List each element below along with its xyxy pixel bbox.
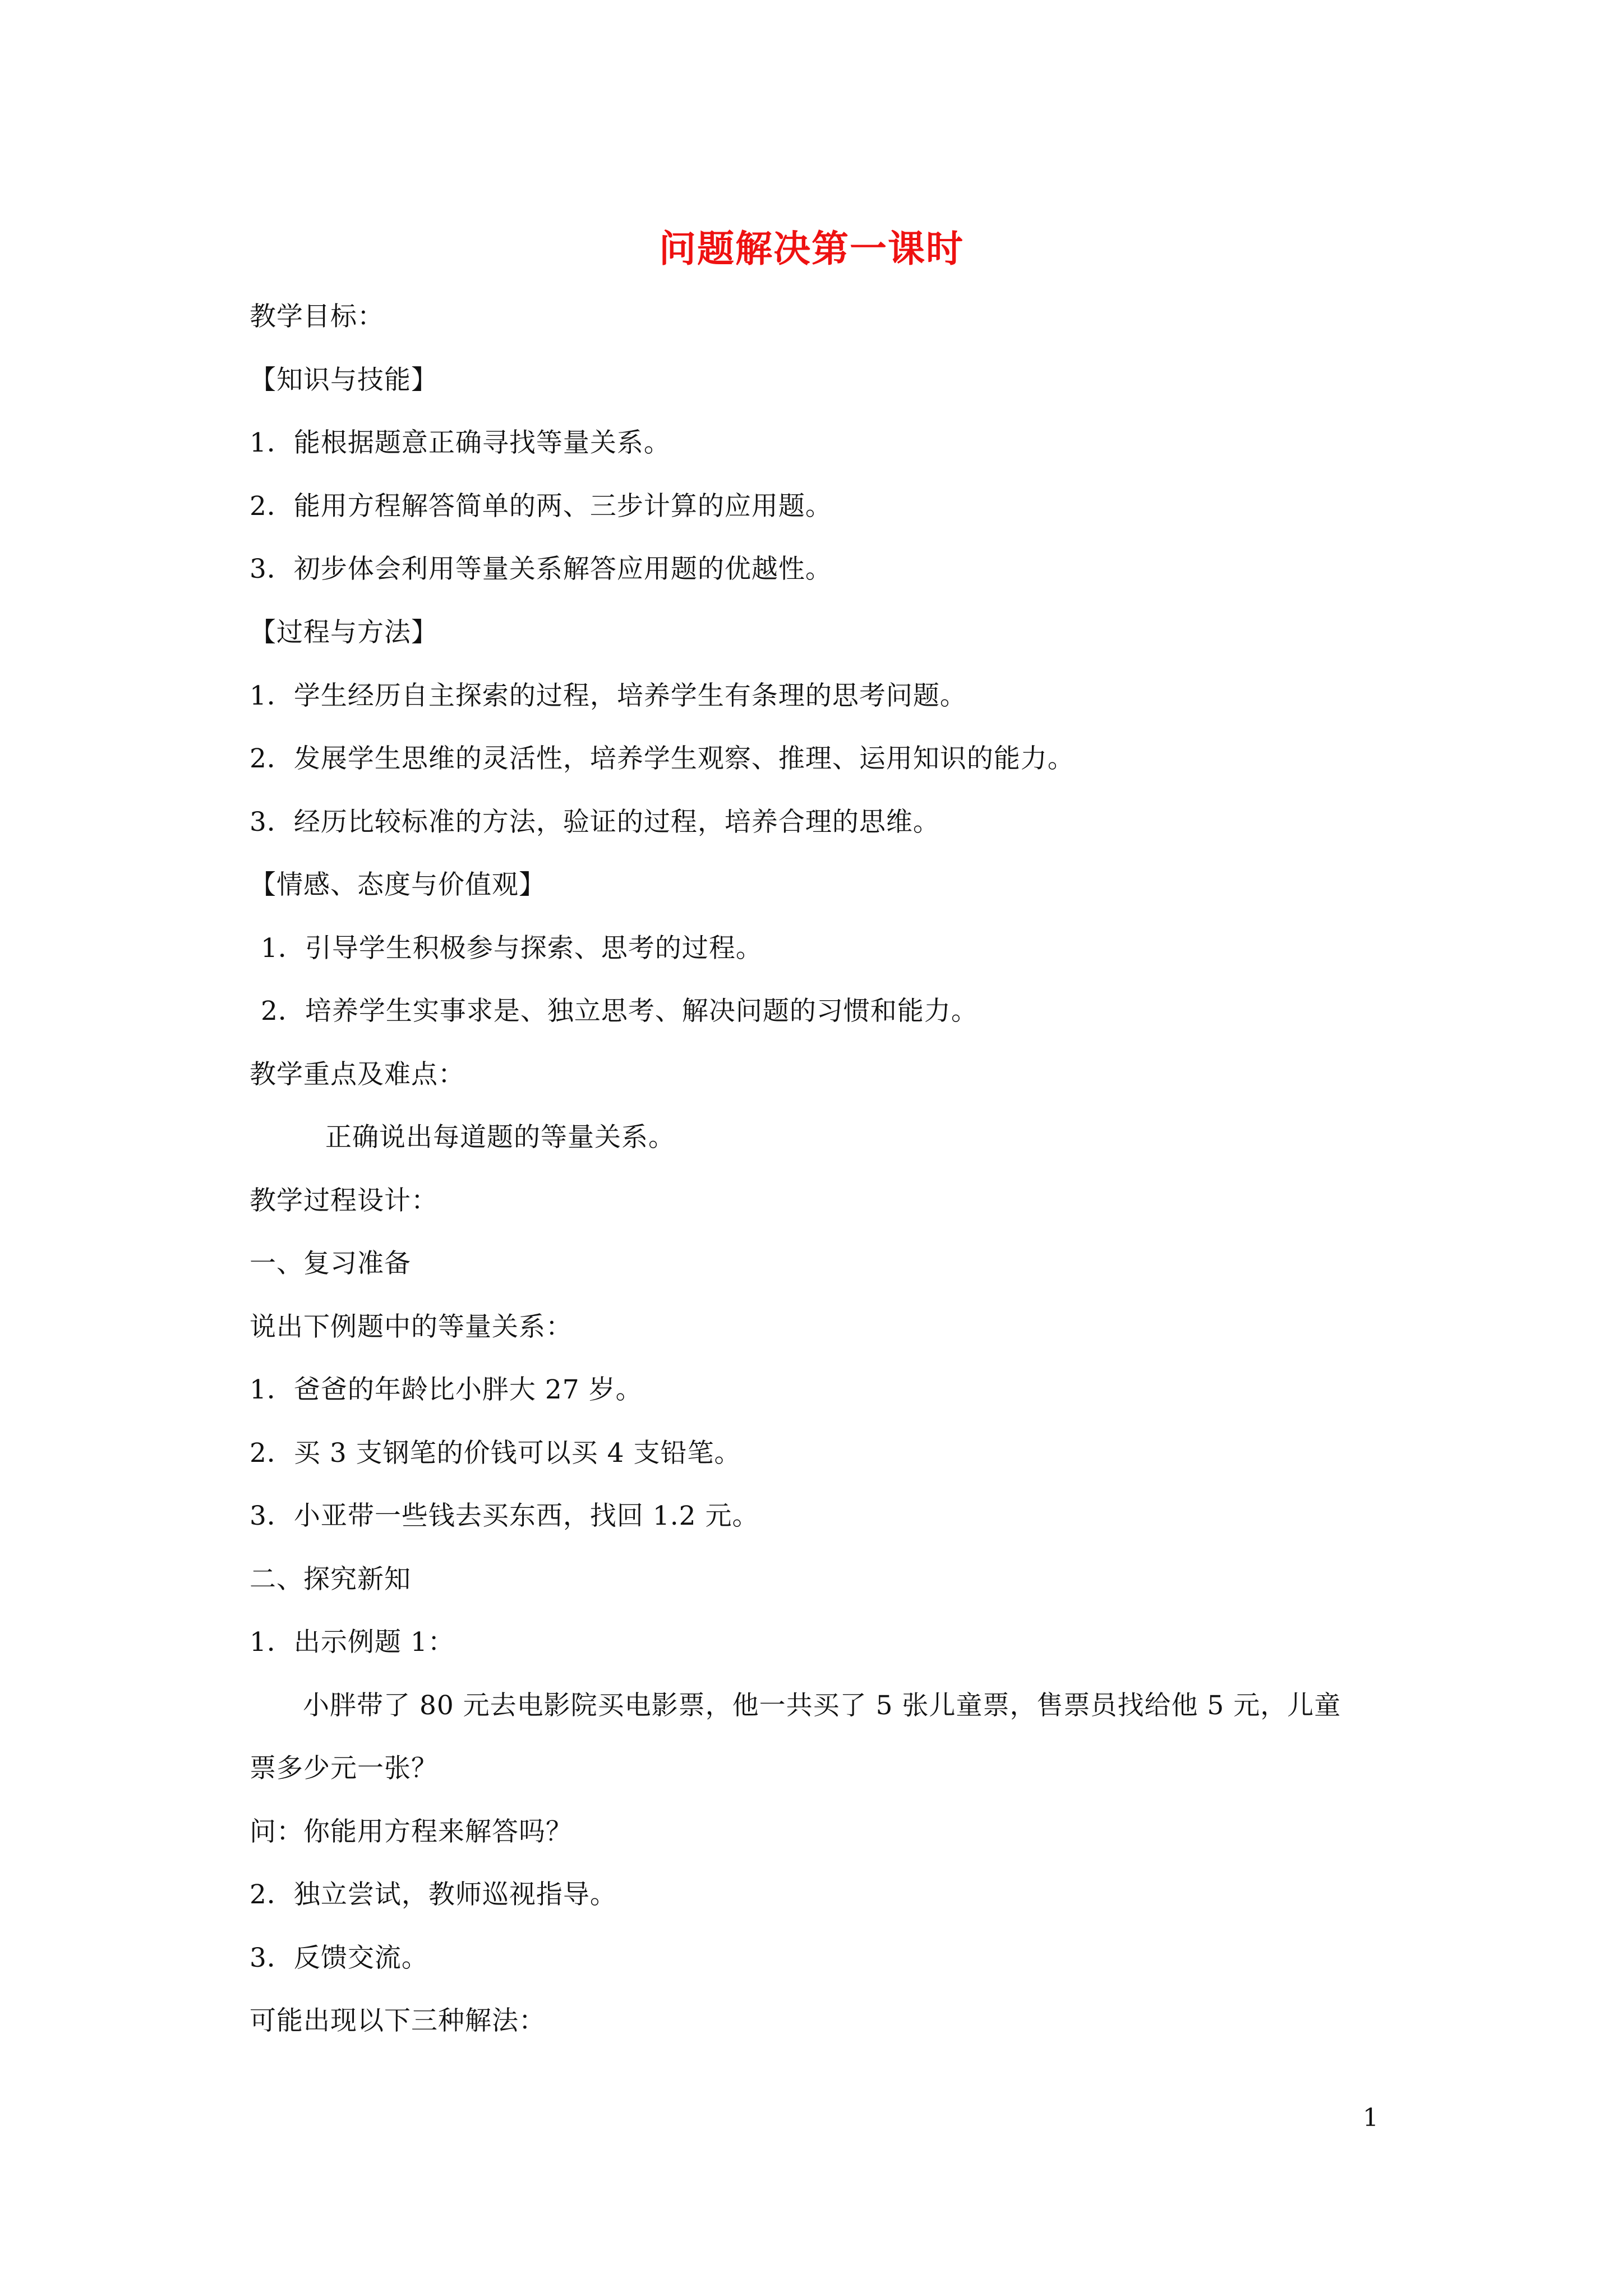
section-heading-process-design: 教学过程设计： [250, 1185, 438, 1216]
list-item: 1．出示例题 1： [250, 1627, 455, 1658]
list-item: 3．小亚带一些钱去买东西，找回 1.2 元。 [250, 1501, 759, 1531]
question-text: 问：你能用方程来解答吗？ [250, 1816, 573, 1847]
list-item: 3．反馈交流。 [250, 1943, 428, 1973]
list-item: 2．发展学生思维的灵活性，培养学生观察、推理、运用知识的能力。 [250, 743, 1075, 774]
list-item: 3．经历比较标准的方法，验证的过程，培养合理的思维。 [250, 807, 940, 838]
list-item: 1．爸爸的年龄比小胖大 27 岁。 [250, 1374, 643, 1405]
list-item: 2．独立尝试，教师巡视指导。 [250, 1879, 617, 1910]
instruction-text: 说出下例题中的等量关系： [250, 1312, 573, 1342]
list-item: 2．培养学生实事求是、独立思考、解决问题的习惯和能力。 [261, 996, 978, 1027]
section-heading-explore: 二、探究新知 [250, 1564, 411, 1595]
list-item: 3．初步体会利用等量关系解答应用题的优越性。 [250, 554, 832, 585]
subheading-knowledge-skills: 【知识与技能】 [250, 365, 438, 395]
page-number: 1 [1363, 2104, 1378, 2132]
key-point-text: 正确说出每道题的等量关系。 [325, 1122, 675, 1153]
subheading-emotions-values: 【情感、态度与价值观】 [250, 869, 546, 900]
list-item: 1．学生经历自主探索的过程，培养学生有条理的思考问题。 [250, 680, 967, 711]
section-heading-objectives: 教学目标： [250, 301, 384, 332]
section-heading-review: 一、复习准备 [250, 1248, 411, 1279]
list-item: 1．能根据题意正确寻找等量关系。 [250, 427, 671, 458]
section-heading-key-points: 教学重点及难点： [250, 1059, 465, 1090]
list-item: 2．能用方程解答简单的两、三步计算的应用题。 [250, 491, 832, 522]
body-text: 可能出现以下三种解法： [250, 2005, 546, 2036]
list-item: 2．买 3 支钢笔的价钱可以买 4 支铅笔。 [250, 1438, 741, 1469]
list-item: 1．引导学生积极参与探索、思考的过程。 [261, 933, 763, 964]
example-problem-line-2: 票多少元一张？ [250, 1753, 438, 1784]
subheading-process-methods: 【过程与方法】 [250, 617, 438, 648]
example-problem-line-1: 小胖带了 80 元去电影院买电影票，他一共买了 5 张儿童票，售票员找给他 5 元，儿童 [303, 1690, 1341, 1721]
document-title: 问题解决第一课时 [659, 227, 964, 270]
